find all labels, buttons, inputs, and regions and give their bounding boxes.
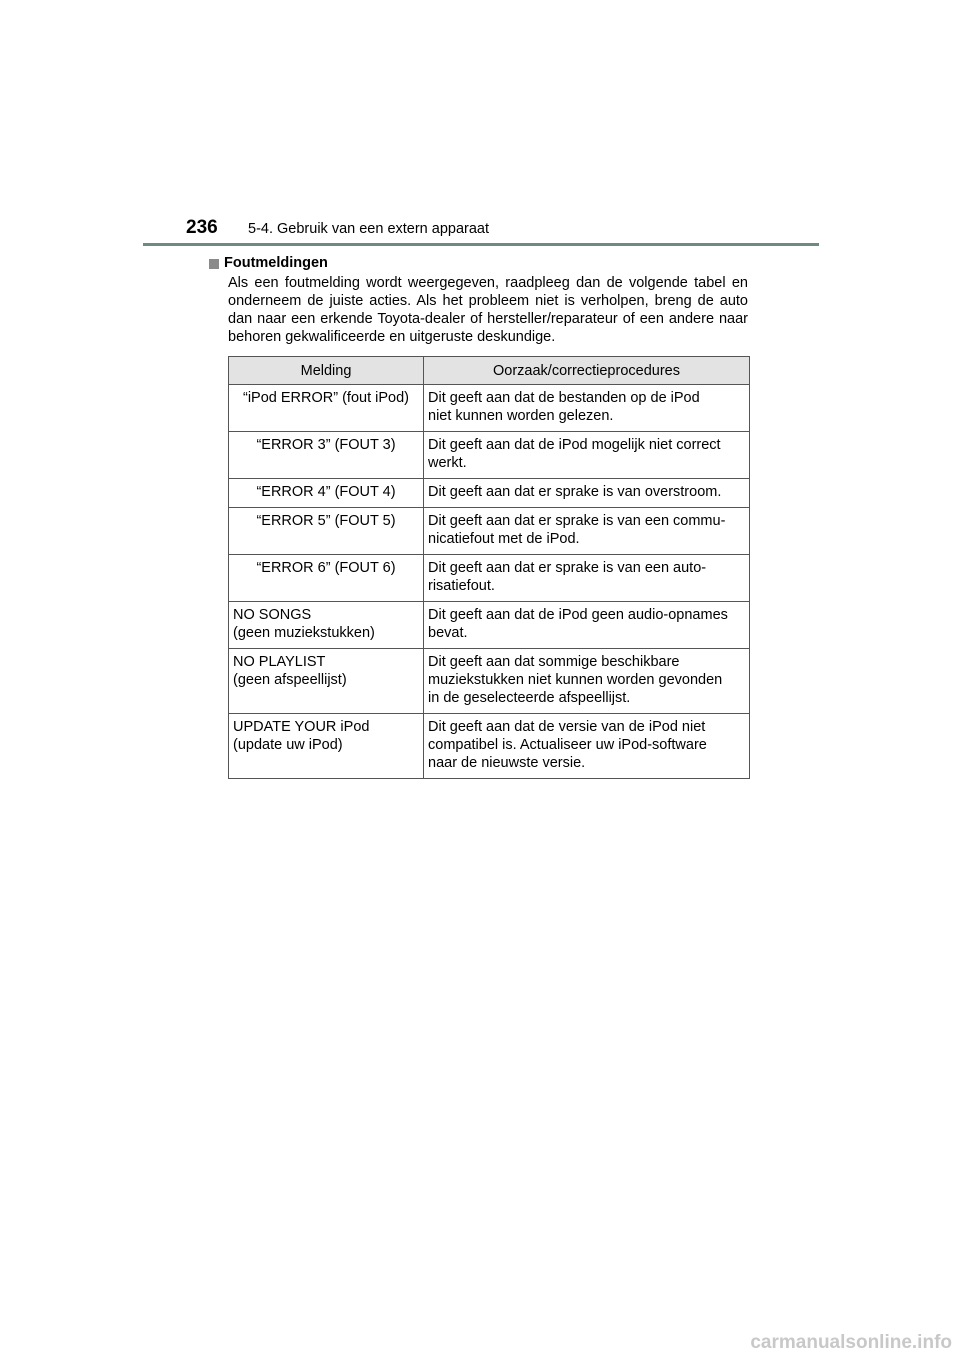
message-line: “iPod ERROR” (fout iPod): [243, 390, 409, 406]
chapter-title: 5-4. Gebruik van een extern apparaat: [248, 221, 490, 237]
table-body: [229, 385, 750, 779]
cause-line: nicatiefout met de iPod.: [428, 531, 580, 547]
cause-cell: [424, 479, 750, 508]
cause-line: Dit geeft aan dat er sprake is van een auto-: [428, 560, 707, 576]
cause-line: Dit geeft aan dat de iPod mogelijk niet correct: [428, 437, 721, 453]
message-line: NO SONGS: [233, 607, 312, 623]
square-bullet-icon: [209, 259, 219, 269]
section-heading: [209, 254, 328, 273]
message-line: NO PLAYLIST: [233, 654, 326, 670]
message-line: (geen afspeellijst): [233, 672, 347, 688]
intro-paragraph: Als een foutmelding wordt weergegeven, raadpleeg dan de volgende tabel en onderneem de juiste acties. Als het probleem niet is verholpen, breng de auto dan naar een erkende Toyota-dealer of hersteller/reparateur of een andere naar behoren gekwalificeerde en uitgeruste deskundige.: [228, 275, 748, 345]
message-cell: [229, 649, 424, 714]
table-row: [229, 555, 750, 602]
message-line: (geen muziekstukken): [233, 625, 375, 641]
table-row: [229, 508, 750, 555]
message-line: (update uw iPod): [233, 737, 343, 753]
message-line: UPDATE YOUR iPod: [233, 719, 370, 735]
message-cell: [229, 432, 424, 479]
watermark: carmanualsonline.info: [750, 1332, 952, 1353]
message-line: “ERROR 6” (FOUT 6): [256, 560, 396, 576]
cause-line: Dit geeft aan dat de bestanden op de iPod: [428, 390, 700, 406]
message-cell: [229, 714, 424, 779]
table-row: [229, 602, 750, 649]
cause-cell: [424, 385, 750, 432]
table-header-row: [229, 357, 750, 385]
table-row: [229, 432, 750, 479]
cause-cell: [424, 649, 750, 714]
cause-line: bevat.: [428, 625, 468, 641]
message-cell: [229, 385, 424, 432]
message-cell: [229, 479, 424, 508]
cause-line: naar de nieuwste versie.: [428, 755, 586, 771]
error-message-table: [228, 356, 750, 779]
table-row: [229, 649, 750, 714]
cause-cell: [424, 714, 750, 779]
message-line: “ERROR 5” (FOUT 5): [256, 513, 396, 529]
cause-line: Dit geeft aan dat de iPod geen audio-opnames: [428, 607, 728, 623]
page-number: 236: [186, 217, 218, 238]
cause-line: Dit geeft aan dat de versie van de iPod niet: [428, 719, 706, 735]
cause-line: niet kunnen worden gelezen.: [428, 408, 614, 424]
column-header-cause: Oorzaak/correctieprocedures: [424, 357, 750, 385]
cause-line: risatiefout.: [428, 578, 495, 594]
cause-cell: [424, 602, 750, 649]
table-row: [229, 385, 750, 432]
table-row: [229, 714, 750, 779]
message-cell: [229, 508, 424, 555]
header-divider: [143, 243, 819, 246]
cause-line: compatibel is. Actualiseer uw iPod-software: [428, 737, 707, 753]
message-line: “ERROR 4” (FOUT 4): [256, 484, 396, 500]
column-header-message: Melding: [229, 357, 424, 385]
section-title: Foutmeldingen: [224, 255, 328, 271]
cause-cell: [424, 432, 750, 479]
message-cell: [229, 555, 424, 602]
table-row: [229, 479, 750, 508]
cause-line: Dit geeft aan dat er sprake is van een commu-: [428, 513, 726, 529]
cause-line: Dit geeft aan dat er sprake is van overstroom.: [428, 484, 722, 500]
message-line: “ERROR 3” (FOUT 3): [256, 437, 396, 453]
cause-line: muziekstukken niet kunnen worden gevonden: [428, 672, 723, 688]
message-cell: [229, 602, 424, 649]
cause-line: Dit geeft aan dat sommige beschikbare: [428, 654, 680, 670]
cause-cell: [424, 555, 750, 602]
cause-cell: [424, 508, 750, 555]
cause-line: werkt.: [428, 455, 467, 471]
cause-line: in de geselecteerde afspeellijst.: [428, 690, 631, 706]
